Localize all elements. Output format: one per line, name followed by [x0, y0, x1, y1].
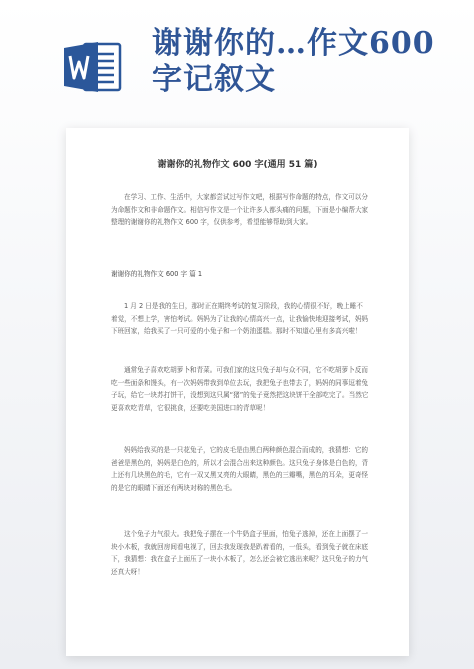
- word-logo-icon: [62, 36, 124, 98]
- page-title: 谢谢你的…作文600字记叙文: [152, 26, 435, 97]
- body-paragraph: 妈妈给我买的是一只花兔子，它的皮毛是由黑白两种颜色混合而成的，我猜想：它的爸爸是黑色的，妈妈是白色的，所以才会混合出来这种颜色。这只兔子身体是白色的，背上还有几块黑色的毛，它有一双又黑又亮的大眼睛，黑色的三瓣嘴，黑色的耳朵，更奇怪的是它的眼睛下面还有两块对称的黑色毛。: [111, 446, 369, 492]
- banner: [0, 0, 474, 115]
- body-paragraph: 通常兔子喜欢吃胡萝卜和青菜。可我们家的这只兔子却与众不同，它不吃胡萝卜反而吃一些面条和馒头，有一次妈妈带我到单位去玩，我把兔子也带去了，妈妈的同事逗着兔子玩，给它一块苏打饼干，没想到这只属“猪”的兔子竟然把这块饼干全部吃完了。当然它更喜欢吃青草，它很挑食，还要吃美国进口的青草呢！: [111, 366, 369, 412]
- section-subhead: 谢谢你的礼物作文 600 字 篇 1: [111, 270, 203, 278]
- intro-paragraph: 在学习、工作、生活中，大家都尝试过写作文吧，根据写作命题的特点，作文可以分为命题作文和非命题作文。相信写作文是一个让许多人都头痛的问题，下面是小编帮大家整理的谢谢你的礼物作文 600 字，仅供参考，希望能够帮助到大家。: [111, 193, 369, 226]
- body-paragraph: 1 月 2 日是我的生日，那时正在期终考试的复习阶段，我的心情很不好，晚上睡不着觉，不想上学，害怕考试。妈妈为了让我的心情高兴一点，让我愉快地迎接考试，妈妈下班回家，给我买了一只可爱的小兔子和一个奶油蛋糕。那时不知道心里有多高兴啦！: [111, 302, 369, 335]
- body-paragraph: 这个兔子力气很大。我把兔子摆在一个牛奶盒子里面，怕兔子逃掉，还在上面摆了一块小木板，我就回房间看电视了，回去我发现我是趴着看的，一低头，看到兔子就在床底下，我猜想：我在盒子上面压了一块小木板了，怎么还会被它逃出来呢？这只兔子的力气还真大呀！: [111, 530, 369, 576]
- document-heading: 谢谢你的礼物作文 600 字(通用 51 篇): [157, 160, 318, 170]
- document-page: [66, 128, 409, 656]
